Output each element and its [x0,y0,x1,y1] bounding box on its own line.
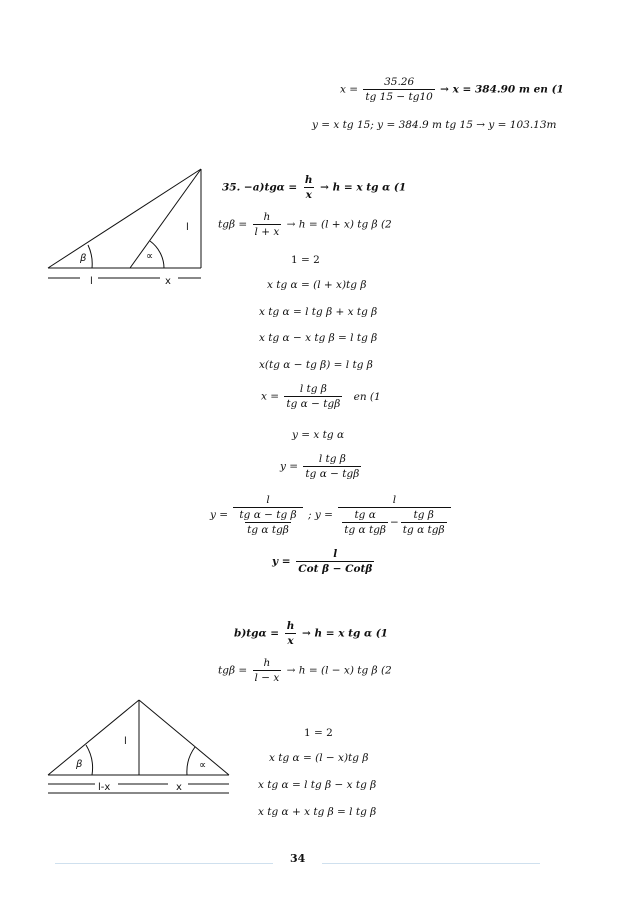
part-a-step1: 1 = 2 [291,254,320,266]
part-a-s6-num: l tg β [299,383,327,395]
part-a-t-den: x [305,189,312,201]
part-b-t-den: x [287,635,294,647]
part-a-s9-num: l [266,494,270,506]
fig-a-beta-label: β [80,253,87,264]
part-a-s8-pre: y = [280,460,299,473]
part-a-line2 [218,211,392,238]
part-b-line2 [218,657,392,684]
part-b-step1: 1 = 2 [304,727,333,739]
part-a-s9b-minus: − [389,516,399,529]
part-b-step2: x tg α = (l − x)tg β [269,752,369,764]
part-a-step7: y = x tg α [292,429,345,441]
triangle-figure-a [40,165,210,295]
part-a-s6-res: en (1 [353,390,381,403]
fig-b-base-x-label: x [176,782,182,793]
page-number: 34 [290,852,306,865]
part-a-s9-den-num: tg α − tg β [239,509,297,521]
part-b-t-num: h [286,620,295,632]
fig-a-base-l-label: l [90,276,93,287]
fig-b-alpha-arc [187,747,195,775]
part-a-step5: x(tg α − tg β) = l tg β [259,359,373,371]
part-a-step6 [261,383,381,410]
part-a-s10-num: l [333,548,338,560]
part-a-step9 [210,494,453,536]
fig-b-beta-arc [86,745,93,775]
part-a-title [222,174,406,201]
part-a-s9b-t2-den: tg α tgβ [402,524,445,536]
part-a-s10-pre: y = [272,555,291,568]
x-eq-label: x = [340,83,359,96]
part-a-l2-pre: tgβ = [218,218,248,231]
part-b-step4: x tg α + x tg β = l tg β [258,806,377,818]
part-b-l2-num: h [263,657,271,669]
part-b-title-text: b)tgα = [234,627,280,640]
part-a-l2-den: l + x [254,226,280,238]
y-formula-top: y = x tg 15; y = 384.9 m tg 15 → y = 103.13m [312,119,557,131]
part-a-s9b-num: l [392,494,397,506]
part-a-t-res: → h = x tg α (1 [320,181,407,194]
part-b-t-res: → h = x tg α (1 [302,627,388,640]
part-b-step3: x tg α = l tg β − x tg β [258,779,377,791]
part-b-l2-den: l − x [254,672,280,684]
part-a-l2-res: → h = (l + x) tg β (2 [286,218,392,231]
footer-rule-left [55,863,273,864]
triangle-figure-b [40,695,235,805]
part-a-l2-num: h [263,211,271,223]
part-a-s8-num: l tg β [318,453,346,465]
fig-b-base-lx-label: l-x [98,782,111,793]
part-a-s6-den: tg α − tgβ [286,398,341,410]
part-a-s9b-t1-den: tg α tgβ [344,524,386,536]
fig-a-hypotenuse-outer [48,169,201,268]
part-a-step3: x tg α = l tg β + x tg β [259,306,378,318]
part-b-l2-res: → h = (l − x) tg β (2 [286,664,392,677]
fig-a-side-label: l [186,222,189,233]
part-a-s10-den: Cot β − Cotβ [298,563,373,575]
part-a-step8 [280,453,363,480]
fig-a-base-x-label: x [165,276,171,287]
x-denominator: tg 15 − tg10 [365,91,433,103]
part-a-step4: x tg α − x tg β = l tg β [259,332,378,344]
footer-rule-right [322,863,540,864]
part-a-s9-pre: y = [210,509,229,521]
fig-b-right-side [139,700,229,775]
part-a-s6-pre: x = [261,390,280,403]
part-b-title [234,620,388,647]
x-result: → x = 384.90 m en (1 [440,83,564,96]
part-a-s8-den: tg α − tgβ [305,468,360,480]
part-a-t-num: h [304,174,313,186]
fig-b-beta-label: β [76,759,83,770]
fig-a-beta-arc [88,245,92,268]
fig-a-hypotenuse-inner [130,169,201,268]
fig-a-alpha-label: ∝ [146,251,154,262]
part-a-s9-mid: ; y = [307,509,333,521]
part-a-step2: x tg α = (l + x)tg β [267,279,367,291]
x-numerator: 35.26 [384,76,415,88]
part-a-s9b-t1-num: tg α [354,509,376,521]
part-a-result [272,548,376,575]
part-a-s9-den-den: tg α tgβ [247,524,289,536]
part-b-l2-pre: tgβ = [218,664,248,677]
fig-b-side-label: l [124,736,127,747]
part-a-title-text: 35. −a)tgα = [222,181,298,194]
x-formula [340,76,564,103]
fig-b-alpha-label: ∝ [199,760,207,771]
part-a-s9b-t2-num: tg β [413,509,434,521]
